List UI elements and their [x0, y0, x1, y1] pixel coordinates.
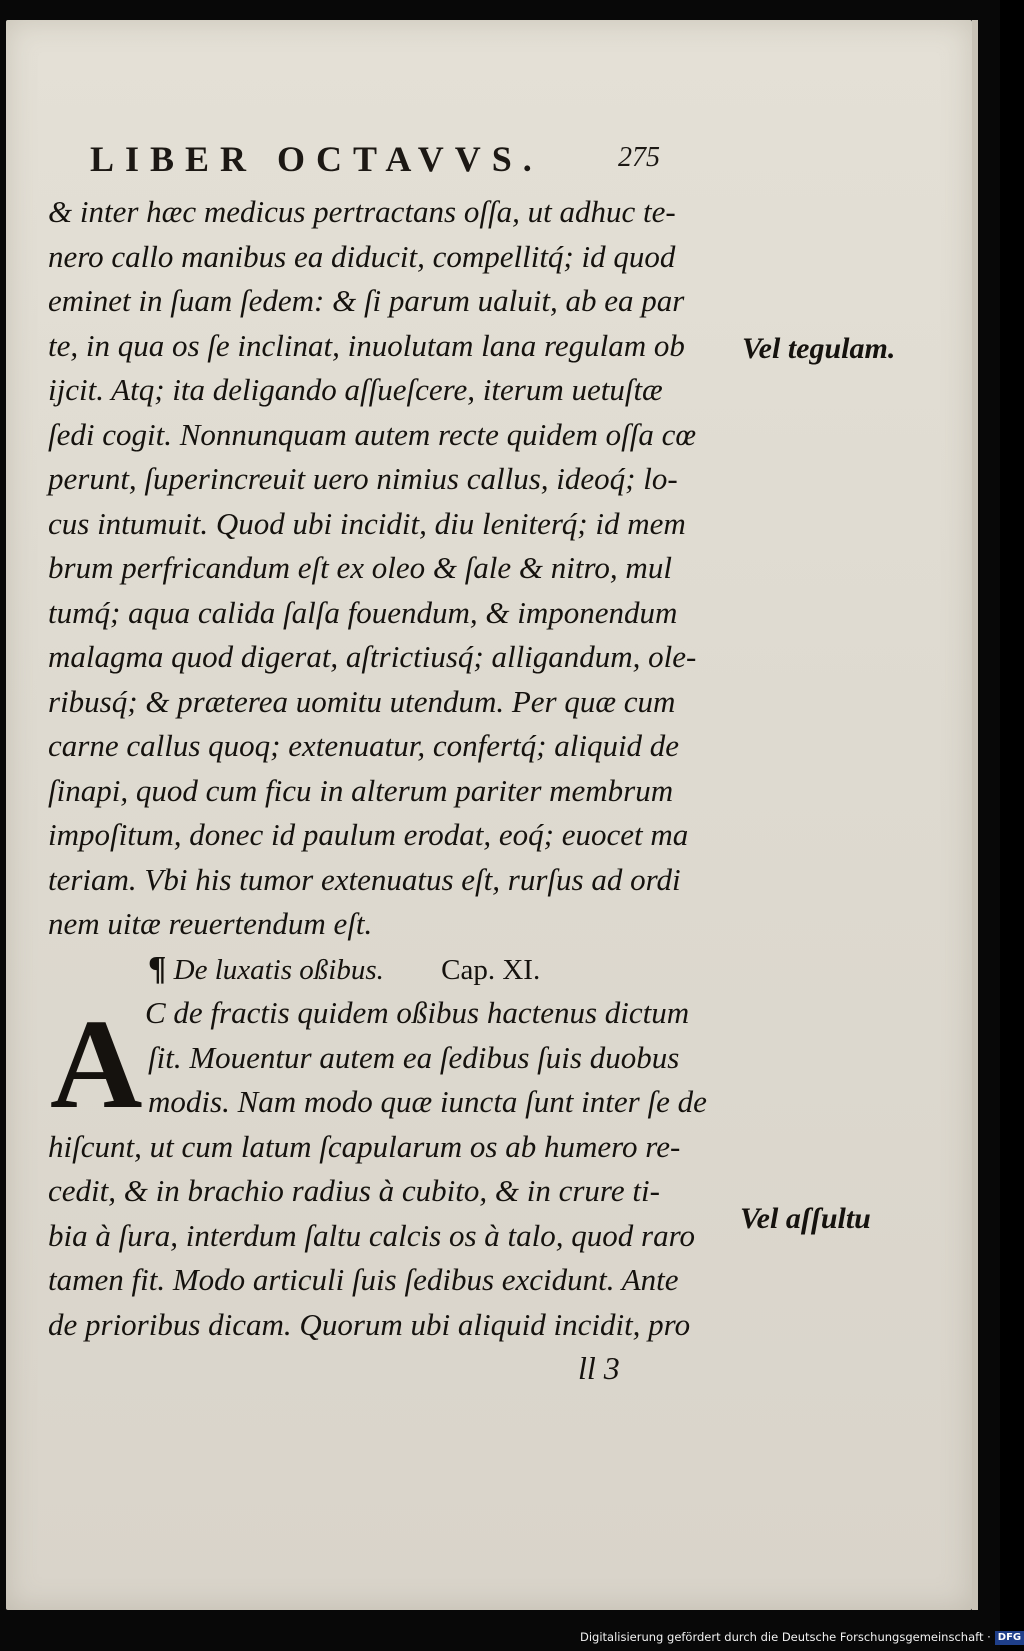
text-line: bia à ſura, interdum ſaltu calcis os à talo, quod raro — [48, 1217, 695, 1253]
text-line: brum perfricandum eſt ex oleo & ſale & nitro, mul — [48, 550, 672, 585]
text-line: impoſitum, donec id paulum erodat, eoq́; euocet ma — [48, 817, 689, 852]
text-line: nem uitæ reuertendum eſt. — [48, 906, 373, 941]
text-line: ſedi cogit. Nonnunquam autem recte quidem oſſa cœ — [48, 416, 697, 452]
margin-note: Vel tegulam. — [742, 332, 896, 365]
text-line: nero callo manibus ea diducit, compellitq́; id quod — [48, 238, 676, 274]
text-line: cus intumuit. Quod ubi incidit, diu leniterq́; id mem — [48, 505, 686, 541]
text-line: tumq́; aqua calida ſalſa fouendum, & imponendum — [48, 594, 678, 630]
chapter-heading — [48, 947, 728, 992]
text-line: ſinapi, quod cum ficu in alterum pariter membrum — [48, 772, 674, 808]
page-edge — [972, 20, 978, 1610]
chapter-title: De luxatis oßibus. — [173, 953, 384, 986]
text-line: de prioribus dicam. Quorum ubi aliquid incidit, pro — [48, 1306, 691, 1342]
text-line: malagma quod digerat, aſtrictiusq́; alligandum, ole- — [48, 639, 697, 674]
text-line: modis. Nam modo quæ iuncta ſunt inter ſe de — [148, 1084, 707, 1119]
chapter-number: Cap. XI. — [441, 953, 541, 986]
running-head: LIBER OCTAVVS. — [90, 139, 543, 179]
text-line: hiſcunt, ut cum latum ſcapularum os ab humero re- — [48, 1128, 681, 1164]
digitization-footer — [580, 1626, 1022, 1648]
text-line: teriam. Vbi his tumor extenuatus eſt, rurſus ad ordi — [48, 861, 681, 897]
text-line: carne callus quoq; extenuatur, confertq́; aliquid de — [48, 728, 680, 763]
footer-credit: Digitalisierung gefördert durch die Deutsche Forschungsgemeinschaft · — [580, 1630, 991, 1644]
text-line: ſit. Mouentur autem ea ſedibus ſuis duobus — [148, 1039, 680, 1075]
signature-mark: ll 3 — [578, 1350, 620, 1386]
text-line: C de fractis quidem oßibus hactenus dictum — [145, 995, 690, 1030]
dfg-logo: DFG — [995, 1631, 1024, 1645]
text-line: ribusq́; & præterea uomitu utendum. Per quæ cum — [48, 683, 676, 719]
margin-note: Vel aſſultu — [740, 1202, 871, 1235]
text-line: tamen fit. Modo articuli ſuis ſedibus excidunt. Ante — [48, 1262, 679, 1297]
text-line: & inter hæc medicus pertractans oſſa, ut adhuc te- — [48, 194, 676, 229]
text-line: perunt, ſuperincreuit uero nimius callus, ideoq́; lo- — [48, 461, 678, 496]
text-line: cedit, & in brachio radius à cubito, & in crure ti- — [48, 1173, 660, 1208]
text-line: ijcit. Atq; ita deligando aſſueſcere, iterum uetuſtæ — [48, 372, 663, 407]
drop-cap-initial: A — [50, 993, 143, 1135]
text-line: eminet in ſuam ſedem: & ſi parum ualuit, ab ea par — [48, 283, 685, 318]
text-line: te, in qua os ſe inclinat, inuolutam lana regulam ob — [48, 327, 685, 363]
main-text-block — [48, 190, 728, 1347]
page-header — [90, 138, 690, 178]
folio-number: 275 — [618, 142, 660, 173]
pilcrow-mark: ¶ — [148, 949, 167, 987]
